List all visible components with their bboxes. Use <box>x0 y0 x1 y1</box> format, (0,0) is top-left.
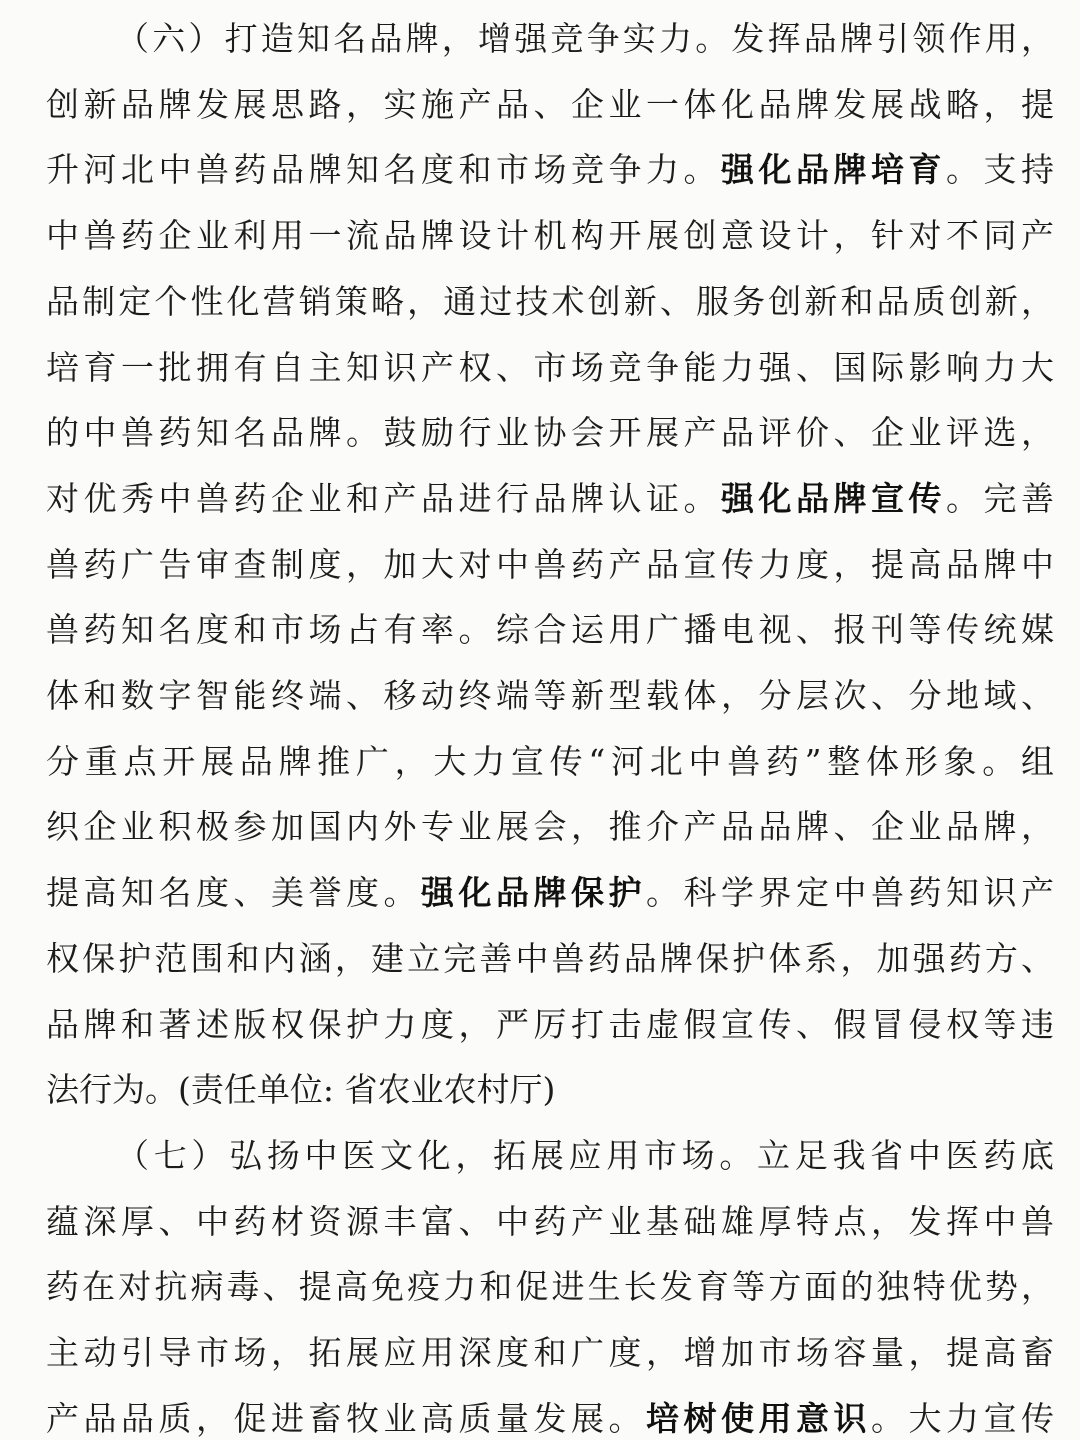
body-text: 主动引导市场，拓展应用深度和广度，增加市场容量，提高畜 <box>46 1333 1054 1372</box>
body-text: 产品品质，促进畜牧业高质量发展。 <box>46 1398 646 1438</box>
text-line <box>46 206 1054 266</box>
text-line <box>46 535 1054 595</box>
bold-heading-text: 培树使用意识 <box>646 1398 871 1438</box>
text-line <box>46 140 1054 200</box>
text-line <box>46 732 1054 792</box>
body-text: 。科学界定中兽药知识产 <box>646 873 1054 913</box>
body-text: 品牌和著述版权保护力度，严厉打击虚假宣传、假冒侵权等违 <box>46 1004 1054 1044</box>
text-line <box>46 929 1054 989</box>
body-text: 中兽药企业利用一流品牌设计机构开展创意设计，针对不同产 <box>46 216 1054 256</box>
text-line <box>46 338 1054 398</box>
text-line <box>116 1126 1054 1186</box>
text-line <box>46 995 1054 1055</box>
body-text: 。完善 <box>946 478 1054 518</box>
text-line <box>46 666 1054 726</box>
bold-heading-text: 强化品牌保护 <box>421 873 646 913</box>
body-text: 升河北中兽药品牌知名度和市场竞争力。 <box>46 150 721 190</box>
body-text: 提高知名度、美誉度。 <box>46 873 421 913</box>
text-line <box>46 75 1054 135</box>
body-text: 创新品牌发展思路，实施产品、企业一体化品牌发展战略，提 <box>46 84 1054 124</box>
body-text: 的中兽药知名品牌。鼓励行业协会开展产品评价、企业评选， <box>46 413 1054 453</box>
body-text: 体和数字智能终端、移动终端等新型载体，分层次、分地域、 <box>46 676 1054 715</box>
bold-heading-text: 强化品牌宣传 <box>721 478 946 518</box>
body-text: 织企业积极参加国内外专业展会，推介产品品牌、企业品牌， <box>46 807 1054 847</box>
text-line <box>46 1192 1054 1252</box>
body-text: 蕴深厚、中药材资源丰富、中药产业基础雄厚特点，发挥中兽 <box>46 1201 1054 1241</box>
body-text: 权保护范围和内涵，建立完善中兽药品牌保护体系，加强药方、 <box>46 938 1054 978</box>
text-line <box>46 797 1054 857</box>
text-line <box>46 1323 1054 1383</box>
text-line <box>46 863 1054 923</box>
bold-heading-text: 强化品牌培育 <box>721 150 946 190</box>
body-text: 培育一批拥有自主知识产权、市场竞争能力强、国际影响力大 <box>46 347 1054 387</box>
text-line <box>46 469 1054 529</box>
text-line <box>46 403 1054 463</box>
text-line <box>116 9 1054 69</box>
body-text: 药在对抗病毒、提高免疫力和促进生长发育等方面的独特优势， <box>46 1267 1054 1307</box>
body-text: 法行为。(责任单位: 省农业农村厅) <box>46 1070 556 1110</box>
text-line <box>46 1060 1054 1120</box>
body-text: 。支持 <box>946 150 1054 190</box>
text-line <box>46 1257 1054 1317</box>
body-text: （六）打造知名品牌，增强竞争实力。发挥品牌引领作用， <box>116 19 1054 58</box>
body-text: 品制定个性化营销策略，通过技术创新、服务创新和品质创新， <box>46 281 1054 321</box>
body-text: 对优秀中兽药企业和产品进行品牌认证。 <box>46 478 721 518</box>
body-text: 。大力宣传 <box>871 1398 1054 1438</box>
body-text: （七）弘扬中医文化，拓展应用市场。立足我省中医药底 <box>116 1135 1054 1175</box>
text-line <box>46 272 1054 332</box>
text-line <box>46 600 1054 660</box>
body-text: 分重点开展品牌推广，大力宣传“河北中兽药”整体形象。组 <box>46 741 1054 781</box>
body-text: 兽药知名度和市场占有率。综合运用广播电视、报刊等传统媒 <box>46 610 1054 650</box>
body-text: 兽药广告审查制度，加大对中兽药产品宣传力度，提高品牌中 <box>46 544 1054 584</box>
